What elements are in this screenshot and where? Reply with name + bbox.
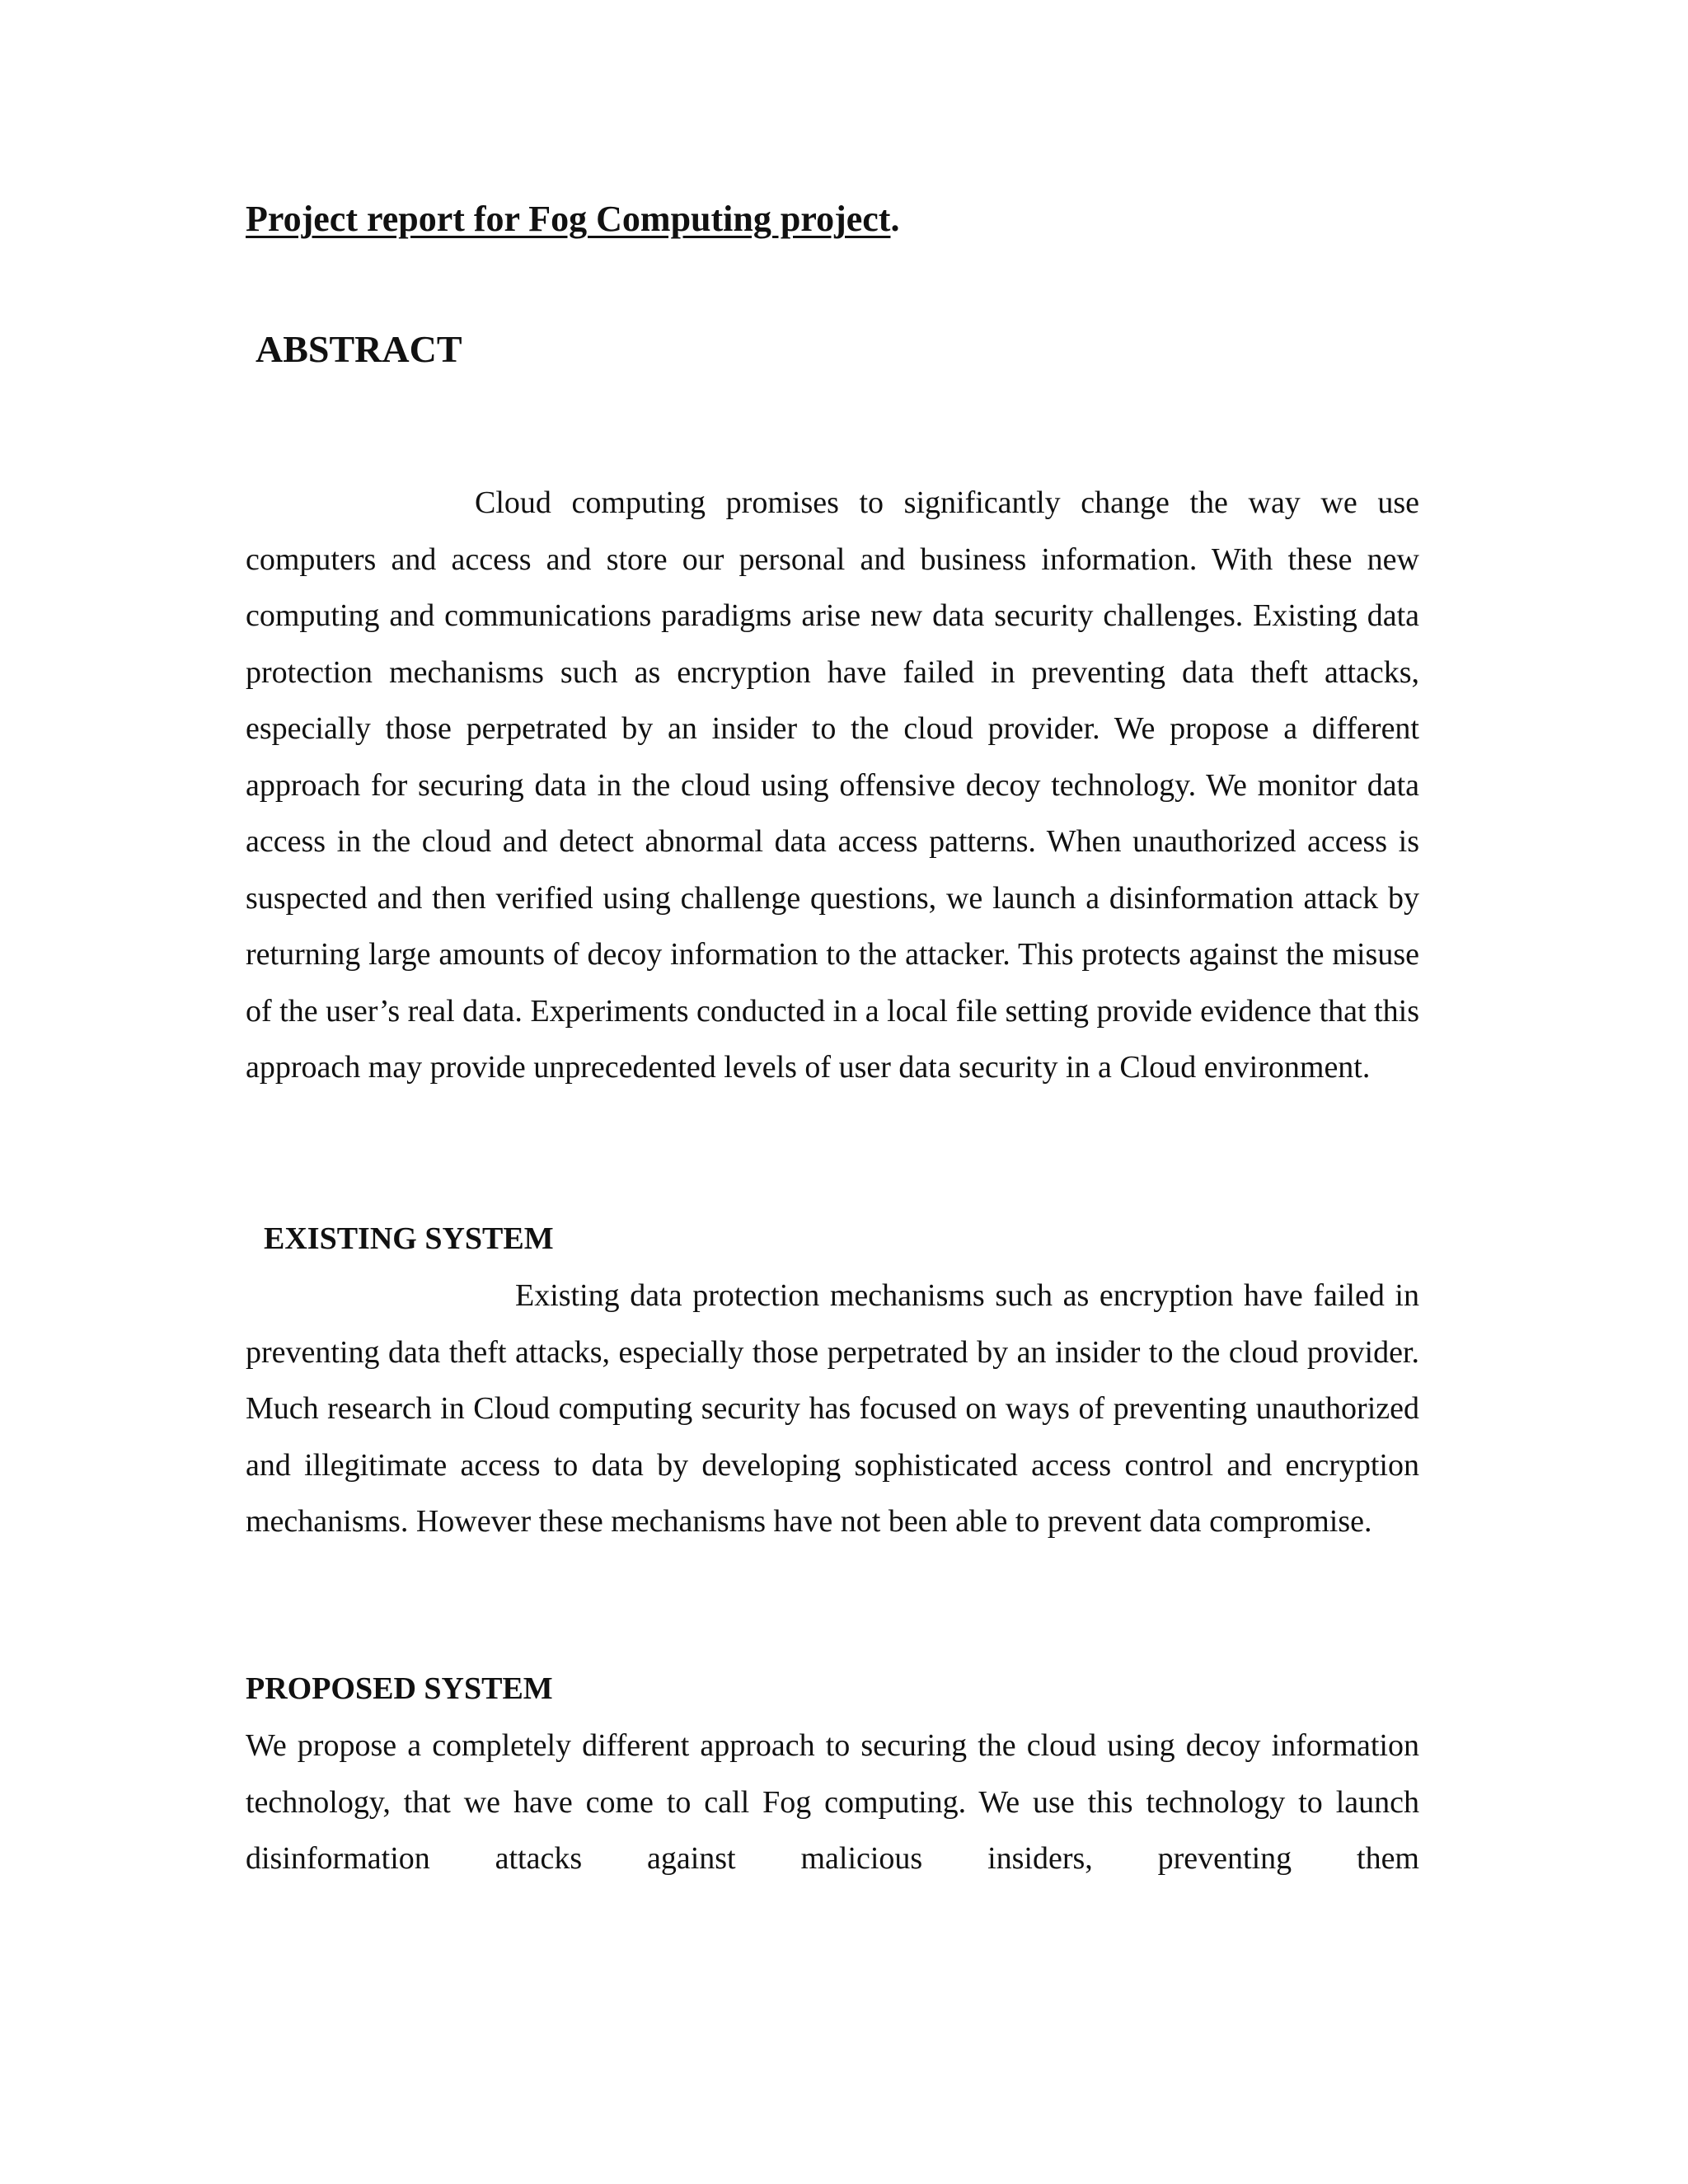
document-title-period: . xyxy=(890,199,900,239)
existing-system-heading: EXISTING SYSTEM xyxy=(264,1221,554,1256)
document-title xyxy=(246,194,899,244)
document-title-text: Project report for Fog Computing project xyxy=(246,199,891,239)
abstract-heading: ABSTRACT xyxy=(256,328,462,370)
existing-system-paragraph: Existing data protection mechanisms such as encryption have failed in preventing data theft attacks, especially those perpetrated by an insider to the cloud provider. Much research in Cloud computing security has focused on ways of preventing unauthorized and illegitimate access to data by developing sophisticated access control and encryption mechanisms. However these mechanisms have not been able to prevent data compromise. xyxy=(246,1278,1419,1539)
proposed-system-heading: PROPOSED SYSTEM xyxy=(246,1671,553,1706)
proposed-system-paragraph: We propose a completely different approach to securing the cloud using decoy information technology, that we have come to call Fog computing. We use this technology to launch disinformation attacks against malicious insiders, preventing them xyxy=(246,1728,1419,1876)
abstract-paragraph: Cloud computing promises to significantly change the way we use computers and access and store our personal and business information. With these new computing and communications paradigms arise new data security challenges. Existing data protection mechanisms such as encryption have failed in preventing data theft attacks, especially those perpetrated by an insider to the cloud provider. We propose a different approach for securing data in the cloud using offensive decoy technology. We monitor data access in the cloud and detect abnormal data access patterns. When unauthorized access is suspected and then verified using challenge questions, we launch a disinformation attack by returning large amounts of decoy information to the attacker. This protects against the misuse of the user’s real data. Experiments conducted in a local file setting provide evidence that this approach may provide unprecedented levels of user data security in a Cloud environment. xyxy=(246,485,1419,1085)
